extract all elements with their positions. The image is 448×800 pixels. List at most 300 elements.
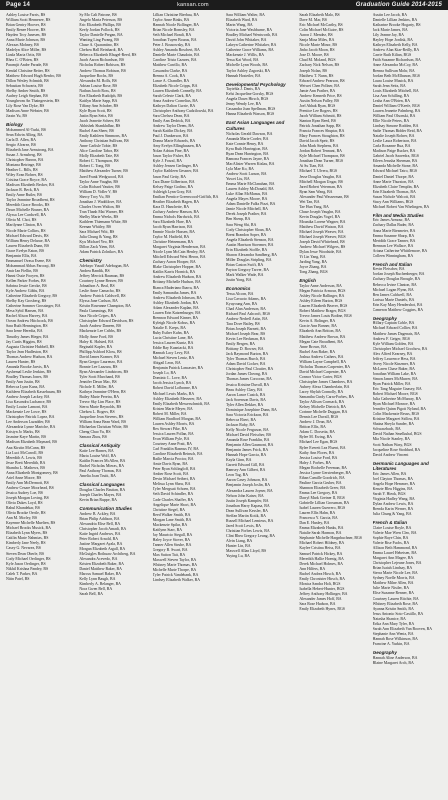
graduate-name: Jonathan Tuyen Bouras, BA — [152, 38, 197, 43]
graduate-name: Nicole Lynn McCain Henley, BA — [152, 250, 205, 255]
graduate-name: Aaron Lance Cusick, BA — [225, 392, 266, 397]
graduate-name: Madelyn Alice Miller, BS — [6, 48, 47, 53]
graduate-name: Daniel Daniel Thorpe, BA — [372, 174, 414, 179]
graduate-name: Alexander Paul Wasserman, BS — [299, 194, 349, 199]
graduate-name: Courtney Lauren Ritchie, BA — [372, 596, 419, 601]
graduate-name: Anne Marie Thurston, BA — [372, 179, 414, 184]
graduate-name: Taylor Kathleen Gessner, BA — [152, 169, 199, 174]
graduate-name: Leslie Laura Robertson, BA — [372, 139, 417, 144]
graduate-name: David John Whitaker, BA — [225, 38, 267, 43]
graduate-name: Sara Ruth Hennington, BS — [6, 324, 48, 329]
graduate-name: McLaren Chase Baker, BA — [372, 366, 415, 371]
graduate-name: Andrew Cesare Moorhead, BS — [6, 485, 54, 490]
graduate-name: Bailie Marcia Proctor, BA — [152, 457, 194, 462]
graduate-name: Steffan Martin Kotik, BA — [225, 513, 266, 518]
graduate-name: Danielle Marie Chaudoin, BA — [152, 53, 200, 58]
graduate-name: Michelle Lynn Woods, BA — [225, 63, 268, 68]
graduate-name: Michael Logan Flynn, BA — [372, 287, 414, 292]
graduate-name: Rachel Nicholas Mieras, BA — [79, 464, 125, 469]
graduate-name: Kevin A. Bolinger, BA — [299, 319, 336, 324]
graduate-name: Lauren Ellis Hahn, BA — [299, 511, 336, 516]
graduate-name: Sara Michael Witt, BS — [79, 230, 115, 235]
graduate-name: Meredith Grace Brooks, BS — [6, 203, 50, 208]
graduate-name: Marilynne Clinton, BA — [6, 223, 43, 228]
graduate-name: Trevor Sky Lim Place, BS — [79, 400, 121, 405]
graduate-name: Schwarzbach, BA — [372, 427, 401, 432]
graduate-name: Mackenzie Spilar, BA — [152, 522, 188, 527]
graduate-name: Kristen Marie Meyer, BA — [152, 406, 193, 411]
graduate-name: Whitney Elizabeth Rose, BA — [372, 601, 418, 606]
graduate-name: Nicole Marie Minor, BS — [299, 43, 338, 48]
graduate-name: Allison Beth Hammond, BA — [372, 546, 418, 551]
graduate-name: William D. Vidler V, BS — [79, 189, 118, 194]
graduate-name: Tyler Thomas Burch, BA — [225, 357, 266, 362]
graduate-name: Christopher Edward Davidson, BS — [79, 319, 134, 324]
graduate-name: Taylor Jean Hudleston, BS — [6, 349, 48, 354]
graduate-name: Aaron J. Mendez, BS — [299, 33, 333, 38]
graduate-name: Lyla Mae Ko, BA — [225, 167, 254, 171]
graduate-name: Kyle William Golden, BA — [372, 341, 414, 346]
graduate-name: Carl Franklin Rasmus IV, BA — [152, 447, 199, 452]
graduate-name: Emily Kathleen Simmons, BA — [79, 134, 127, 139]
graduate-name: Isabella Hebert-Hunter, BGS — [299, 586, 345, 591]
graduate-name: Rachel Ann Baker, BA — [299, 349, 336, 354]
graduate-name: Andrew Scott Larson, BA — [225, 172, 267, 177]
graduate-name: Anne Brown, BA — [299, 344, 327, 349]
graduate-name: Robert M. Miller, BA — [152, 411, 187, 416]
section-heading: Biology — [6, 121, 23, 127]
column-6 — [373, 13, 442, 796]
graduate-name: Alexandria Elise Bell, BA — [79, 521, 121, 526]
graduate-name: Angela Mayes Moore, BA — [225, 197, 268, 202]
graduate-name: Daniel William O'Keefe, BGS — [372, 103, 420, 108]
graduate-name: Nitin Patel, BS — [6, 576, 30, 581]
graduate-name: Kathryn Dalton Currie, BA — [152, 103, 196, 108]
graduate-name: Monica Sandra Holt, BGS — [299, 581, 341, 586]
page-header — [0, 0, 448, 10]
graduate-name: Jessica Lauren Pollan, BA — [152, 431, 194, 436]
graduate-name: Brent Brandon Soper, BA — [225, 232, 267, 237]
graduate-name: Jared Robert Veterman, BA — [299, 184, 343, 189]
graduate-name: Laura Louise Musick, BA — [372, 78, 414, 83]
graduate-name: Emily Louise Lamont, BA — [6, 405, 48, 410]
graduate-name: Wanting Ling Pwang, BS — [79, 38, 120, 43]
graduate-name: Lauren Ashley Morris, BA — [152, 421, 195, 426]
graduate-name: Nicole Marie Collins, BS — [6, 228, 46, 233]
graduate-name: Chase A. Quarantino, BS — [79, 43, 119, 48]
graduate-name: Joshua Andrew Cathers, BA — [299, 354, 344, 359]
graduate-name: Brennan Lee Wallace, BA — [372, 243, 414, 248]
graduate-name: Donna Marie Edwards, BA — [152, 139, 196, 144]
graduate-name: Andrew Nedrell Astin, BA — [225, 316, 268, 321]
graduate-name: Heather L. Bills, BS — [6, 167, 38, 172]
graduate-name: Kristen Elizabeth Baker, BA — [79, 562, 124, 567]
graduate-name: Kaitlynn Starr, BA — [152, 527, 183, 532]
graduate-name: Melissa Lynn Shaw, BA — [152, 482, 191, 487]
column-2 — [79, 13, 148, 796]
graduate-name: Jose D. Moore, BS — [299, 53, 329, 58]
graduate-name: Susan Nichole Walcott, BA — [372, 194, 416, 199]
graduate-name: Matthew Milne Allen, BA — [372, 581, 414, 586]
graduate-name: Amber Rose Scott, BA — [152, 472, 189, 477]
graduate-name: Kimberly Jane Neely, BS — [6, 541, 46, 546]
graduate-name: Kyle Andrew Gibbs, BA — [6, 289, 45, 294]
graduate-name: Matthew David Watson, BA — [299, 224, 344, 229]
graduate-name: Mark Walker Wade, BA — [225, 272, 264, 277]
graduate-name: Elizabeth Lynn Myers, BS — [6, 531, 48, 536]
graduate-name: Gracie Ann Bonner, BA — [299, 324, 337, 329]
graduate-name: Jacob Ryan Harrison, BA — [152, 224, 193, 229]
graduate-name: Katie Lee Barnes, BA — [79, 449, 114, 454]
graduate-name: Shelby Kay Grosberg, BS — [6, 299, 47, 304]
graduate-name: Ashley Elizabeth Messerer, BA — [152, 396, 202, 401]
graduate-name: Elizabeth Jane Armstrong, BA — [6, 147, 54, 152]
graduate-name: William Scott Hennesee, BS — [6, 18, 51, 23]
graduate-name: Kellen Parker Forbes, BS — [6, 278, 46, 283]
graduate-name: Lauren Hunter, BS — [6, 359, 36, 364]
graduate-name: Larissa Marie Daniels, BA — [372, 297, 415, 302]
graduate-name: Ben Shenp, BA — [225, 217, 251, 222]
graduate-name: Leaha Ann O'Brien, BA — [372, 98, 411, 103]
graduate-name: Emily Bergen, BA — [225, 342, 255, 347]
graduate-name: Carrie Ruth Kilian, BGS — [372, 53, 412, 58]
graduate-name: Lauren Ashley McDonald, BA — [225, 187, 274, 192]
graduate-name: Natasha Shanice, BA — [372, 616, 406, 621]
graduate-name: Shannon Elizabeth Greer, BA — [299, 485, 346, 490]
graduate-name: Charles Owen Walton, BS — [79, 204, 121, 209]
graduate-name: Ocean Andrew Hitchcock, BS — [6, 319, 53, 324]
graduate-name: Emmie Nicole Hassen, BA — [152, 230, 195, 235]
graduate-name: Taylor Allison Cormack, BA — [299, 400, 345, 405]
graduate-name: Tae Hun Yang, BA — [299, 204, 329, 209]
graduate-name: Brenna A. Cook, BA — [152, 73, 186, 78]
section-heading: French and Italian — [372, 261, 412, 267]
graduate-name: Andrew F. Geiger, BGS — [372, 336, 410, 341]
graduate-name: Sara Victoria Erickson, BA — [225, 412, 269, 417]
graduate-name: John Mark Stephens, BA — [299, 144, 339, 149]
graduate-name: Dominic L. Love, BA — [152, 376, 187, 381]
graduate-name: Mary Frances Stoughton, BS — [299, 134, 345, 139]
graduate-name: Ryan Gregor Laurenzo, BA — [79, 359, 123, 364]
graduate-name: Jordan Robert Tennant, BA — [299, 149, 342, 154]
graduate-name: Ben James Caldwell, BA — [372, 292, 412, 297]
graduate-name: Douglas Charles Bastian, BA — [79, 487, 126, 492]
graduate-name: Benjamin Joseph Joslin, BA — [225, 483, 271, 488]
graduate-name: Adrian Louise Rose, BS — [79, 83, 118, 88]
graduate-name: Isabel Lauren Guerrero, BGS — [299, 506, 346, 511]
section-heading: Chemistry — [79, 258, 102, 264]
graduate-name: Jonathan Dean Turner, BGS — [299, 159, 344, 164]
graduate-name: Trevor James Louis Bodine, BGS — [299, 314, 352, 319]
graduate-name: Jackson R. Beck, BA — [6, 188, 40, 193]
graduate-name: Andrew Alan Kiar-Reilly, BA — [372, 48, 420, 53]
graduate-name: Marin Wang, BA — [225, 23, 253, 28]
guide-title: Graduation Guide 2014-2015 — [355, 2, 442, 8]
graduate-name: Brian Philip Addison, BA — [79, 516, 120, 521]
graduate-name: Ruby Esther Kuhn, BA — [152, 330, 189, 335]
graduate-name: Lee Anderson Luzadder, BS — [6, 420, 50, 425]
graduate-name: Angela Elizabeth Stenson, BA — [225, 237, 274, 242]
graduate-name: Ayanna Kristin Smith, BA — [372, 606, 414, 611]
graduate-name: Sarah Celeste Clark, BA — [152, 93, 191, 98]
graduate-name: Claire Louise Boyle, BA — [372, 525, 412, 530]
graduate-name: Francia Frances Shuptar, BA — [299, 129, 345, 134]
graduate-name: Stacy Ann Williams, BGS — [372, 199, 414, 204]
graduate-name: Mesa Sybil Hansen, BA — [6, 309, 44, 314]
graduate-name: Courtney Lynne Beaver, BS — [79, 278, 124, 283]
graduate-name: Samantha Cindy Carra-Forbes, BA — [299, 395, 354, 400]
graduate-name: Lauren Elizabeth Dunn, BS — [6, 243, 50, 248]
graduate-name: Kyleigh Nicole Kobus, BA — [152, 320, 196, 325]
graduate-name: Emily Elizabeth Hynes, BGS — [299, 607, 345, 612]
graduate-name: Sophie Raye Chin, BA — [372, 535, 409, 540]
graduate-name: Nicholas Robert Robison, BS — [79, 63, 126, 68]
graduate-name: Alexzas Mohney, BS — [6, 43, 39, 48]
graduate-name: Michael David Fleischer, BS — [225, 432, 271, 437]
graduate-name: Kyu Michael Yeo, BS — [79, 240, 114, 245]
graduate-name: Payton Gregory Tarver, BA — [225, 267, 269, 272]
graduate-name: Bradley Thomas Jones, BS — [6, 374, 49, 379]
graduate-name: Emily Elizabeth Messerschmidt, BA — [152, 401, 210, 406]
graduate-name: Ashley Louise Farris, BS — [6, 13, 46, 17]
graduate-name: Andrew Taylor Deem, BA — [152, 124, 194, 129]
graduate-name: Rebecca Lynn Kanz, BA — [6, 384, 45, 389]
graduate-name: Elizabeth Ann Britton, BA — [299, 329, 341, 334]
graduate-name: Gregory B. Swart, BA — [152, 547, 188, 552]
graduate-name: Amanda Brooke Jarvis, BA — [6, 364, 50, 369]
graduate-name: Kara D. Hanchette, BA — [152, 204, 190, 209]
graduate-name: Matthew Alexander Turner, BS — [79, 169, 129, 174]
graduate-name: Eileen Jerusha Sherman, BA — [372, 159, 418, 164]
section-heading: Film and Media Studies — [372, 212, 424, 218]
graduate-name: Lucia Christine Lane, BA — [152, 336, 193, 340]
graduate-name: Clint Rhea Gregory Leung, BA — [225, 533, 275, 538]
graduate-name: Sierra Marie Reynolds, BS — [79, 405, 122, 410]
graduate-name: Christine Siegel, BA — [152, 507, 185, 512]
graduate-name: Christopher Patrick Lopez, BA — [6, 415, 55, 420]
graduate-name: Angela Hope Hemmer, BA — [372, 481, 416, 486]
graduate-name: Andrea Bandik, BS — [79, 268, 110, 273]
graduate-name: Emma Lee Gregory, BA — [299, 490, 338, 495]
graduate-name: Brian Gentry Hoover, BS — [6, 23, 46, 28]
graduate-name: Paula Cummings, BS — [79, 309, 113, 314]
graduate-name: Shelby Amber Smith, BS — [6, 88, 46, 93]
graduate-name: Blake Christopher Hopper, BA — [152, 265, 201, 270]
graduate-name: David Andrew Vincent — [372, 452, 409, 457]
graduate-name: Angelique Marie Short, BA — [152, 502, 196, 507]
graduate-name: Rebecca Elizabeth Rhugel-Reed, BS — [79, 53, 137, 58]
graduate-name: Emilian Prentice Greenwood-Griffith, BA — [152, 194, 219, 199]
graduate-name: Jordan Beth McElhanon, BGS — [372, 73, 420, 78]
graduate-name: Taylor Anne Binks, BA — [152, 18, 190, 23]
graduate-name: Jared Scott Lewis, BA — [225, 523, 261, 528]
graduate-name: Nicholas Gerald Dawson, BA — [225, 131, 273, 136]
graduate-name: Michael Joseph Bear, BS — [225, 332, 266, 337]
graduate-name: Eddie Ray Kuzniacki, BA — [152, 346, 194, 351]
graduate-name: Molly Elizabeth Tate, BS — [79, 154, 119, 159]
graduate-name: Benjamin Patrick Lancaster, BA — [152, 366, 204, 371]
graduate-name: Nora Gwen Bell, BA — [79, 587, 113, 592]
graduate-name: Ayshemal Leslie Jenkins, BS — [6, 369, 52, 374]
graduate-name: Ramona Frances Jayne, BA — [225, 156, 270, 161]
graduate-name: Ellie Nicole Peters, BA — [372, 118, 410, 123]
graduate-name: Michael Steven Lentz, BA — [152, 356, 195, 361]
graduate-name: Leon Tag, BA — [225, 473, 249, 478]
graduate-name: Sy Mo Cali Patrone, BS — [79, 13, 117, 17]
graduate-name: Timothy James Hieger, BA — [6, 334, 49, 339]
graduate-name: Carla Roxanne Rua, BA — [372, 144, 411, 149]
graduate-name: Kristine Margaret Sidlow, BA — [372, 417, 420, 422]
graduate-name: Shelby Marie Weeks, BS — [79, 214, 119, 219]
graduate-name: Erika Ann Mary Tyler, BA — [372, 621, 415, 626]
graduate-name: Meredith Hallie Hoenig, BA — [299, 556, 344, 561]
graduate-name: Molly Anne Ford, BS — [79, 334, 114, 339]
graduate-name: Mitchell Edward West Heron, BA — [152, 255, 206, 260]
graduate-name: Kevin Brian Ruppe, BA — [79, 498, 117, 503]
graduate-name: Joel Clayton Thomas, BA — [372, 476, 413, 481]
graduate-name: Amanda Marie Corder, BA — [225, 136, 269, 141]
section-heading: Geography — [372, 650, 397, 655]
graduate-name: Margaret Ann Magee, BA — [372, 556, 414, 561]
graduate-name: Taylor Ashley Zagorski, BA — [225, 68, 271, 73]
graduate-name: Anthony Christian Sullivan, BS — [79, 139, 129, 144]
graduate-name: Abigail Leon, BA — [152, 361, 181, 366]
graduate-name: Lisa Ann Schilling, BA — [372, 93, 410, 98]
graduate-name: Tara Diane Gilbertson, BA — [152, 179, 195, 184]
graduate-name: Christopher Lejeune Jones, BA — [372, 561, 422, 566]
graduate-name: Amelia Joan Truitt, BA — [79, 474, 116, 479]
graduate-name: Adam Danielle Fulks Pizzi, BA — [225, 202, 276, 207]
graduate-name: Alexandra Lauren Joyner, BA — [225, 488, 273, 493]
graduate-name: Carla D. Allen, BA — [6, 137, 36, 142]
graduate-name: Kathy Ann Flores, BA — [299, 450, 335, 455]
graduate-name: Kyle J. Forzal, BA — [152, 159, 182, 164]
graduate-name: Madison Anne Webster, BS — [6, 108, 49, 113]
graduate-name: Michael Joseph Weaver, BGS — [299, 235, 346, 240]
graduate-name: Taylor Jeannine Broadbent, BS — [6, 198, 55, 203]
graduate-name: Jessica Kristine Duvall, BA — [225, 382, 270, 387]
graduate-name: David Nathan Smelkuhal, BGS — [372, 432, 422, 437]
graduate-name: Jason Taylor Fisher, BA — [152, 154, 191, 159]
graduate-name: Andrew Elizabeth Hudson, BA — [152, 275, 202, 280]
graduate-name: Christopher Jacob Amadi, BA — [79, 526, 127, 531]
graduate-name: Tran Thanh Mai Warner, BS — [79, 209, 124, 214]
graduate-name: Catherine Grace Williams, BA — [225, 48, 274, 53]
graduate-name: Alice Caroline Tabor, BS — [79, 149, 119, 154]
graduate-name: Alexandria Lynne Mariche, BA — [6, 425, 56, 430]
graduate-name: Peter Robert Arnold, BA — [79, 536, 119, 541]
graduate-name: Olivia Brooke Oertle, BS — [6, 511, 46, 516]
graduate-name: Prentice Lee Rogers, BS — [299, 108, 338, 113]
graduate-name: Morgan Elizabeth Argall, BA — [79, 547, 126, 552]
graduate-name: Sara Weng Shi, BA — [225, 222, 257, 227]
graduate-name: Simon James McMurrer, BA — [372, 376, 418, 381]
graduate-name: Chelsea Hall Reinhardt, BA — [79, 48, 123, 53]
graduate-name: Julie Marie Nistler, BA — [372, 586, 410, 591]
graduate-name: Justine Margaret Ayala, BA — [79, 541, 123, 546]
graduate-name: Joseph Charles Mayes, BA — [79, 493, 122, 497]
graduate-name: Joseph Lo, BA — [152, 371, 176, 376]
graduate-name: Lauren Elizabeth Beaver, BGS — [299, 304, 348, 309]
graduate-name: Tong Zhang, BGS — [299, 270, 328, 275]
graduate-name: Lisa Cavuoto Adams, BA — [225, 296, 266, 301]
graduate-name: Emma Susanne Sharp, BA — [372, 233, 415, 238]
graduate-name: Alexandra M. Rolls, BS — [79, 78, 117, 83]
graduate-name: Jesus Antonio Soto-Castillo, BA — [372, 611, 424, 616]
page-number: Page 14 — [6, 2, 31, 8]
graduate-name: Nikhil Krishna Pandey, BS — [6, 566, 49, 571]
section-heading: Geography — [372, 315, 397, 321]
graduate-name: Cody Christopher Sloan, BA — [225, 227, 271, 232]
graduate-name: Anna Elizabeth Montgomery, BS — [6, 470, 58, 475]
graduate-name: Lisa Kasondra Lachance, BS — [6, 400, 52, 405]
graduate-name: Cassandra Joan Spellman, BGS — [225, 107, 276, 112]
graduate-name: Ryan Michael Monroe, BA — [372, 402, 416, 407]
graduate-name: Brennon Edward Kinner, BA — [152, 315, 199, 320]
graduate-name: Aubrey Alexa Chamberlain, BA — [299, 384, 350, 389]
graduate-name: Edward Andrew Pearson, BS — [299, 78, 345, 83]
graduate-name: Eric James Allen, BA — [372, 471, 407, 476]
graduate-name: MacAlister Warren Kizlau, BA — [225, 161, 275, 166]
graduate-name: Seth David Schindler, BA — [152, 492, 194, 497]
graduate-name: Jacob Andrew Daneen, BS — [79, 324, 122, 329]
graduate-name: Keenan Whitley, BS — [79, 224, 112, 229]
graduate-name: Sara Elizabeth Hare, BA — [152, 219, 192, 224]
graduate-name: Aaron Casey Johnson, BA — [225, 478, 268, 483]
graduate-name: Francine A. Yurkin, BA — [372, 641, 410, 646]
graduate-name: Natalie Joseph Rohrer, BA — [372, 134, 415, 139]
graduate-name: Justin Ryan Seitz, BS — [79, 113, 113, 118]
graduate-name: Chelsea L. Rogers, BS — [79, 410, 115, 415]
graduate-name: Hillary Captain Coble, BA — [372, 321, 415, 326]
graduate-name: Robert C. Tong, BS — [79, 164, 111, 169]
graduate-name: Andrew Thomas Robison, BS — [79, 68, 126, 73]
graduate-name: Kristyn Jo Marks, BS — [6, 430, 40, 435]
graduate-name: Lily Jeanne Jay, BA — [372, 33, 404, 38]
graduate-name: Adam C. Dorsetta, BA — [299, 430, 335, 435]
graduate-name: Audrey Leigh Stephan, BS — [6, 93, 48, 98]
graduate-name: Tessa Alcorn, BA — [225, 291, 254, 296]
graduate-name: Gabriel Jacob Saavedra, BGS — [372, 154, 419, 159]
graduate-name: Julia Chung & Yang, BS — [79, 235, 118, 240]
graduate-name: Ann Hilfers, BA — [299, 566, 326, 571]
graduate-name: Jennifer Quinn Pigott Nyland, BA — [372, 407, 426, 412]
column-1 — [6, 13, 75, 796]
graduate-name: Tyler Patrick Vandebank, BA — [152, 573, 199, 578]
graduate-name: Amanda Rose Franklin, BA — [225, 438, 270, 443]
graduate-name: Abhishek Shankhdhar, BS — [79, 124, 121, 129]
site-name[interactable]: kansan.com — [177, 2, 209, 8]
graduate-name: Sarah Y. Hieok, BGS — [372, 492, 406, 497]
graduate-name: Meridith Grace Tanner, BA — [372, 238, 416, 243]
graduate-name: Jeffrey Lawrence Hess, BA — [372, 356, 416, 361]
graduate-name: Jiaxin Yu, BS — [6, 113, 28, 118]
graduate-name: Ariana Catherine Whittlemore, BA — [372, 248, 428, 253]
graduate-name: Michael Brooks Musick, BA — [6, 526, 51, 531]
graduate-name: Cassandra Clarke, BA — [152, 68, 188, 73]
graduate-name: Alyssa Lee Cardwell, BA — [6, 213, 46, 218]
graduate-name: Evan William Pyle, BA — [152, 436, 190, 441]
graduate-name: Ethan Camille Goodrich, BA — [299, 475, 345, 480]
section-heading: East Asian Languages and Cultures — [225, 120, 285, 132]
graduate-name: Kelsey Paige Godino, BA — [152, 184, 194, 189]
graduate-name: Taylor M. Hatfield, BA — [152, 235, 190, 240]
graduate-name: Sherry Troy Vu, BS — [79, 194, 111, 199]
graduate-name: Edward Michael Tatro, BGS — [372, 169, 418, 174]
graduate-name: Mohammad Abbas Farooqi, BS — [6, 263, 56, 268]
graduate-name: Sarah Ann Elizabeth Van Booven, BA — [372, 626, 432, 631]
graduate-name: Avery Nicole Kinzmer, BA — [372, 361, 416, 366]
